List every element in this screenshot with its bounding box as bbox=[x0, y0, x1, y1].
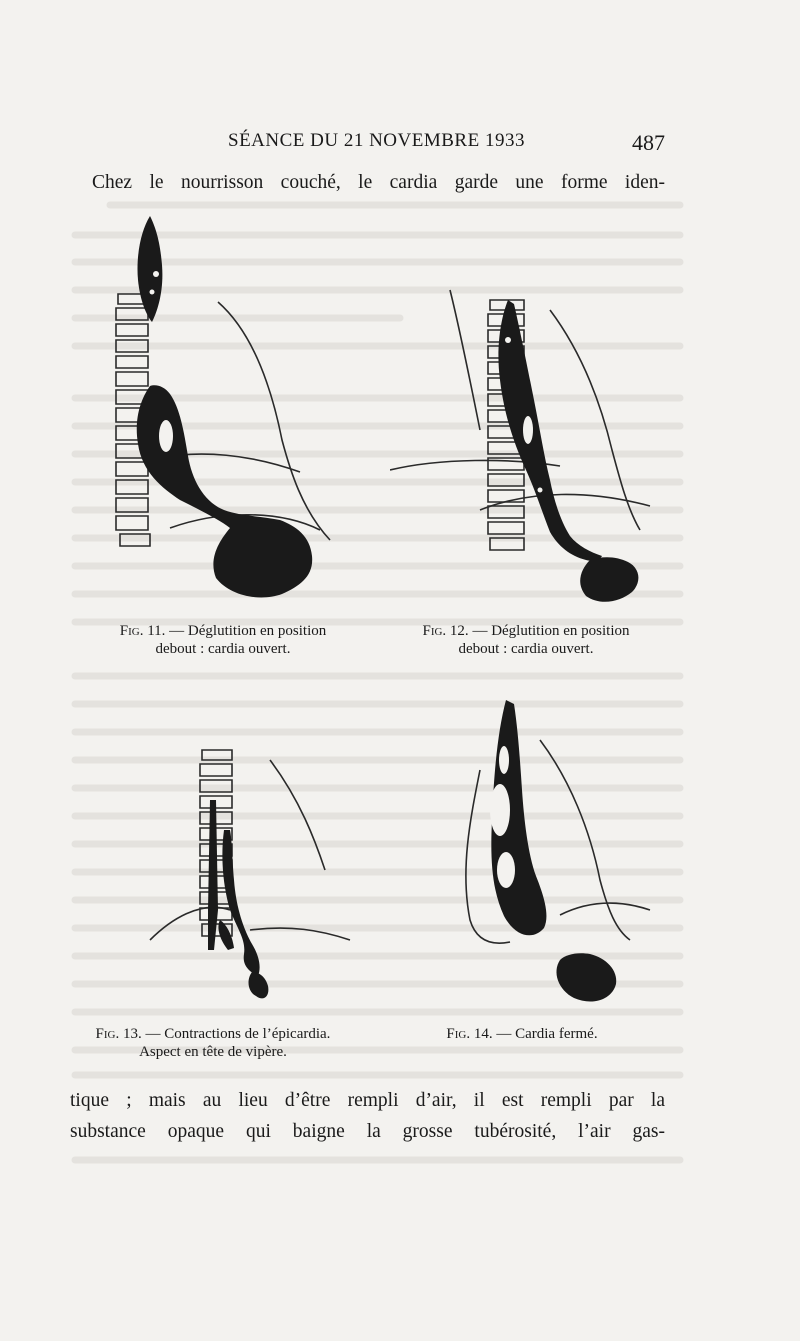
figure-11-label: Fig. 11. bbox=[119, 623, 166, 639]
figure-13-caption-line1: — Contractions de l’épicardia. bbox=[145, 1026, 331, 1042]
running-header bbox=[0, 130, 800, 156]
figure-14-caption-line1: — Cardia fermé. bbox=[496, 1026, 598, 1042]
running-head: SÉANCE DU 21 NOVEMBRE 1933 bbox=[228, 130, 525, 151]
figure-13-caption bbox=[68, 1025, 358, 1061]
figure-12-caption bbox=[390, 622, 662, 658]
figure-12-radiograph bbox=[390, 280, 670, 610]
figure-14-radiograph bbox=[420, 690, 660, 1020]
body-text-line-bottom-2: substance opaque qui baigne la grosse tubérosité, l’air gas- bbox=[70, 1121, 665, 1142]
body-text-line-bottom-1: tique ; mais au lieu d’être rempli d’air, il est rempli par la bbox=[70, 1090, 665, 1111]
figure-12-caption-line2: debout : cardia ouvert. bbox=[458, 641, 594, 657]
figure-11-caption-line1: — Déglutition en position bbox=[169, 623, 327, 639]
body-text-line-top: Chez le nourrisson couché, le cardia garde une forme iden- bbox=[92, 172, 665, 193]
figure-14-caption bbox=[422, 1025, 622, 1043]
figure-11-caption-line2: debout : cardia ouvert. bbox=[155, 641, 291, 657]
figure-12-caption-line1: — Déglutition en position bbox=[472, 623, 630, 639]
figure-13-radiograph bbox=[140, 740, 360, 1010]
figure-11-caption bbox=[88, 622, 358, 658]
figure-14-label: Fig. 14. bbox=[446, 1026, 493, 1042]
figure-13-label: Fig. 13. bbox=[95, 1026, 142, 1042]
page-number: 487 bbox=[632, 130, 665, 155]
figure-12-label: Fig. 12. bbox=[422, 623, 469, 639]
figure-11-radiograph bbox=[100, 210, 380, 610]
figure-13-caption-line2: Aspect en tête de vipère. bbox=[139, 1044, 287, 1060]
